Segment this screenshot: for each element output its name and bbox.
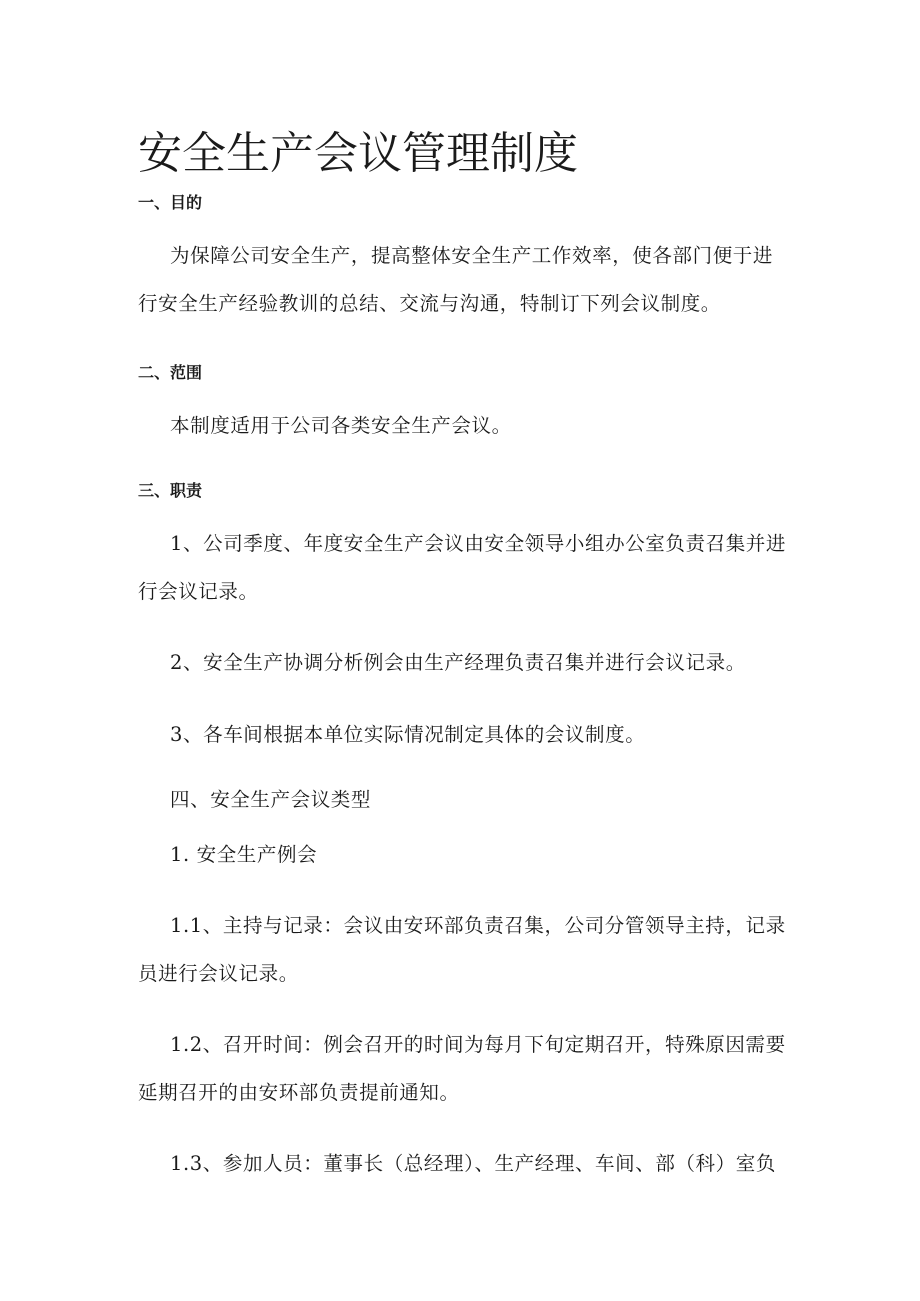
section-heading-purpose: 一、目的 bbox=[138, 193, 203, 212]
purpose-paragraph bbox=[138, 232, 773, 328]
paragraph-line: 行会议记录。 bbox=[138, 580, 259, 603]
subsection-heading-regular-meeting: 1. 安全生产例会 bbox=[170, 843, 318, 866]
duty-item-1 bbox=[138, 520, 786, 616]
document-title: 安全生产会议管理制度 bbox=[138, 128, 578, 179]
paragraph-line: 1.3、参加人员：董事长（总经理）、生产经理、车间、部（科）室负 bbox=[170, 1152, 776, 1175]
scope-paragraph: 本制度适用于公司各类安全生产会议。 bbox=[170, 414, 512, 437]
section-heading-types: 四、安全生产会议类型 bbox=[170, 788, 372, 811]
types-item-1-2 bbox=[138, 1021, 786, 1117]
paragraph-line: 延期召开的由安环部负责提前通知。 bbox=[138, 1081, 460, 1104]
paragraph-line: 员进行会议记录。 bbox=[138, 962, 299, 985]
types-item-1-3 bbox=[138, 1140, 776, 1188]
paragraph-line: 行安全生产经验教训的总结、交流与沟通，特制订下列会议制度。 bbox=[138, 292, 721, 315]
paragraph-line: 1、公司季度、年度安全生产会议由安全领导小组办公室负责召集并进 bbox=[170, 532, 787, 555]
duty-item-3: 3、各车间根据本单位实际情况制定具体的会议制度。 bbox=[170, 723, 646, 746]
paragraph-line: 1.1、主持与记录：会议由安环部负责召集，公司分管领导主持，记录 bbox=[170, 914, 786, 937]
section-heading-duty: 三、职责 bbox=[138, 481, 203, 500]
paragraph-line: 为保障公司安全生产，提高整体安全生产工作效率，使各部门便于进 bbox=[170, 244, 774, 267]
duty-item-2: 2、安全生产协调分析例会由生产经理负责召集并进行会议记录。 bbox=[170, 651, 746, 674]
paragraph-line: 1.2、召开时间：例会召开的时间为每月下旬定期召开，特殊原因需要 bbox=[170, 1033, 786, 1056]
types-item-1-1 bbox=[138, 902, 786, 998]
section-heading-scope: 二、范围 bbox=[138, 363, 203, 382]
